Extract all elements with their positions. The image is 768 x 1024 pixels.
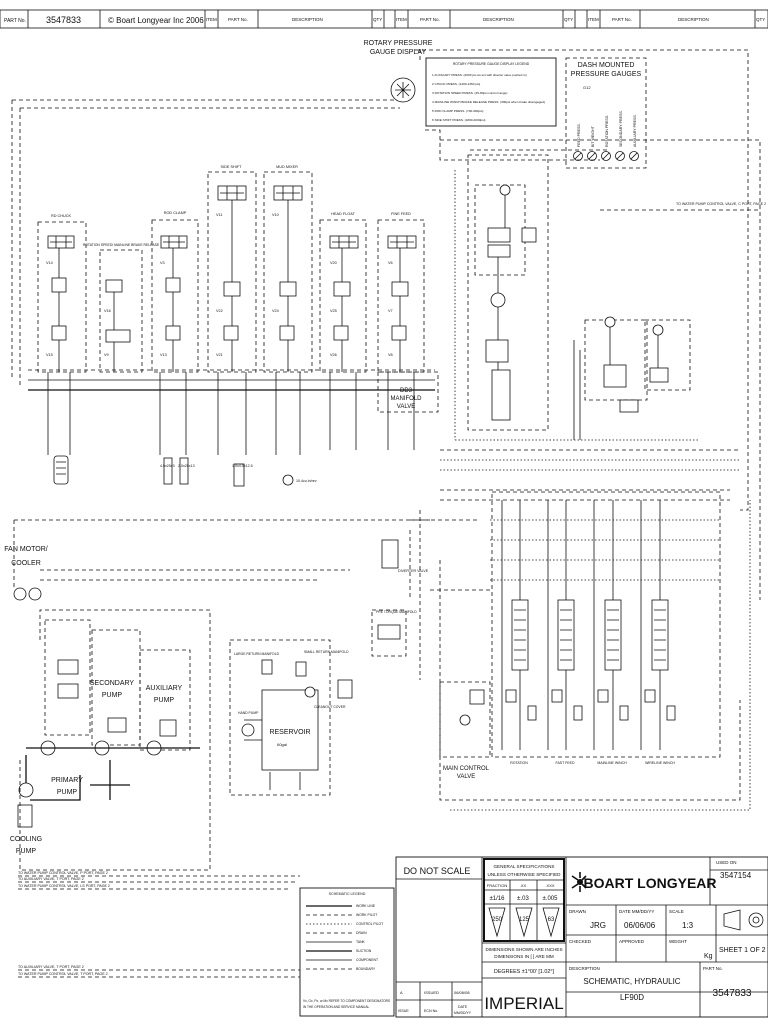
weight-unit: Kg [704, 953, 713, 960]
main-control-valve-label-2: VALVE [456, 774, 476, 780]
cooling-pump-label-2: PUMP [15, 848, 37, 855]
rotary-gauge-title-2: GAUGE DISPLAY [369, 49, 427, 56]
note-aux-valve-t: TO AUXILIARY VALVE, T PORT, PAGE 2 [18, 877, 84, 881]
rotary-gauge-needle-icon [395, 82, 411, 98]
dims-note-2: DIMENSIONS IN [ ] ARE MM [494, 954, 554, 959]
label-mud-mixer: MUD MIXER [276, 165, 298, 169]
part-no-value: 3547833 [712, 988, 752, 999]
legend-work-line: WORK LINE [356, 904, 376, 908]
code-v13: V13 [160, 353, 167, 357]
part-no-label: PART No. [703, 966, 723, 971]
drawn-value: JRG [590, 921, 606, 930]
header-col-item-3: ITEM [588, 17, 599, 22]
note-aux-valve-t-2: TO AUXILIARY VALVE, T PORT, PAGE 2 [18, 965, 84, 969]
rotary-gauge-title-1: ROTARY PRESSURE [363, 40, 433, 47]
checked-label: CHECKED [569, 939, 592, 944]
cooling-pump-label-1: COOLING [9, 836, 43, 843]
used-on-label: USED ON [716, 860, 737, 865]
legend-control-pilot: CONTROL PILOT [356, 922, 384, 926]
main-valve-label-fast-feed: FAST FEED [555, 761, 575, 765]
gauge-legend-item-4: 4 MAINLINE WINCH BRAKE RELEASE PRESS. (300psi when brake disengaged) [432, 100, 545, 104]
cooler-icon [29, 588, 41, 600]
dd3-label-1: DD3 [399, 388, 413, 394]
cleanout-cover-label: CLEANOUT COVER [314, 705, 346, 709]
code-v14: V14 [46, 261, 53, 265]
rod-clamp-cylinder-1-icon [164, 458, 172, 484]
used-on-value: 3547154 [720, 871, 752, 880]
description-line-1: SCHEMATIC, HYDRAULIC [583, 977, 681, 986]
title-block [396, 857, 768, 1017]
note-water-pump-c: TO WATER PUMP CONTROL VALVE, C PORT, PAGE 2 [676, 202, 767, 206]
label-head-float: HEAD FLOAT [331, 212, 355, 216]
dims-note-1: DIMENSIONS SHOWN ARE INCHES [485, 947, 563, 952]
legend-work-pilot: WORK PILOT [356, 913, 378, 917]
actuator-label-2: 2.0x25x13 [178, 464, 195, 468]
header-col-part-2: PART No. [420, 17, 440, 22]
legend-note-2: IN THE OPERATION AND SERVICE MANUAL [303, 1005, 370, 1009]
approved-label: APPROVED [619, 939, 645, 944]
schematic-legend-title: SCHEMATIC LEGEND [328, 892, 366, 896]
reservoir-capacity: 60gal [277, 742, 287, 747]
code-v9: V9 [104, 353, 109, 357]
legend-boundary: BOUNDARY [356, 967, 376, 971]
mud-mixer-motor-icon [283, 475, 293, 485]
do-not-scale: DO NOT SCALE [403, 866, 471, 876]
diverter-valve-label: DIVERTER VALVE [398, 569, 429, 573]
main-valve-wireline-winch-icon [652, 600, 668, 670]
code-v24: V24 [272, 309, 279, 313]
pre-torque-label: PRE TORQUE MANIFOLD [376, 610, 417, 614]
actuator-label-4: 10.4cu.in/rev [296, 479, 317, 483]
code-v21: V21 [216, 353, 223, 357]
drawn-label: DRAWN [569, 909, 586, 914]
general-specs-2: UNLESS OTHERWISE SPECIFIED [487, 872, 561, 877]
dd3-label-2: MANIFOLD [390, 396, 422, 402]
header-col-part-1: PART No. [228, 17, 248, 22]
drawn-date-value: 06/06/06 [624, 921, 656, 930]
spec-xxx: .XXX [545, 883, 555, 888]
code-v26: V26 [330, 353, 337, 357]
hand-pump-icon [242, 724, 254, 736]
actuator-label-3: 1.0x4.0x12.5 [232, 464, 253, 468]
main-valve-label-rotation: ROTATION [510, 761, 528, 765]
note-water-pump-t: TO WATER PUMP CONTROL VALVE, T PORT, PAGE 2 [18, 972, 108, 976]
code-v3: V3 [160, 261, 165, 265]
header-col-desc-3: DESCRIPTION [678, 17, 709, 22]
code-v22: V22 [216, 309, 223, 313]
auxiliary-pump-label-2: PUMP [153, 697, 175, 704]
svg-text:FEED PRESS.: FEED PRESS. [577, 123, 581, 147]
secondary-pump-label-1: SECONDARY [89, 680, 135, 687]
date-mm-label: DATE MM/DD/YY [619, 909, 655, 914]
code-v6: V6 [388, 261, 393, 265]
main-valve-label-wireline-winch: WIRELINE WINCH [645, 761, 675, 765]
weight-label: WEIGHT [669, 939, 687, 944]
main-control-valve-label-1: MAIN CONTROL [442, 766, 490, 772]
secondary-pump-label-2: PUMP [101, 692, 123, 699]
gauge-legend-item-1: 1 AUXILIARY PRESS. (2000 psi at rest with diverter valve pushed in) [432, 73, 527, 77]
spec-fraction: FRACTION [486, 883, 508, 888]
description-line-2: LF90D [619, 993, 645, 1002]
gauge-legend-item-3: 3 ROTATION SPEED PRESS. (45-80psi control range) [432, 91, 508, 95]
spec-surface-2: 125 [518, 917, 530, 923]
rev-ecn-label: ECN No. [424, 1009, 439, 1013]
main-valve-label-mainline-winch: MAINLINE WINCH [597, 761, 627, 765]
large-return-manifold-label: LARGE RETURN MANIFOLD [234, 652, 280, 656]
code-v8: V8 [388, 353, 393, 357]
svg-text:AUXILIARY PRESS.: AUXILIARY PRESS. [633, 114, 637, 147]
label-rod-clamp: ROD CLAMP [163, 211, 187, 215]
primary-pump-label-1: PRIMARY [51, 777, 83, 784]
code-v25: V25 [330, 309, 337, 313]
code-v16: V16 [104, 309, 111, 313]
gauge-legend-title: ROTARY PRESSURE GAUGE DISPLAY LEGEND [452, 62, 530, 66]
header-part-no-value: 3547833 [46, 15, 82, 25]
legend-tank: TANK [356, 940, 365, 944]
hand-pump-label: HAND PUMP [238, 711, 259, 715]
label-fine-feed: FINE FEED [391, 212, 411, 216]
note-water-pump-ls: TO WATER PUMP CONTROL VALVE, LS PORT, PAGE 2 [18, 884, 110, 888]
legend-drain: DRAIN [356, 931, 367, 935]
rev-date-format: MM/DD/YY [454, 1011, 471, 1015]
gauge-legend-item-2: 2 CHUCK PRESS. (1400-1450 psi) [432, 82, 481, 86]
small-return-manifold-label: SMALL RETURN MANIFOLD [304, 650, 349, 654]
spec-tol-xxx: ±.005 [542, 896, 558, 902]
units-imperial: IMPERIAL [484, 994, 564, 1013]
dash-gauges-title-1: DASH MOUNTED [577, 62, 635, 69]
header-col-desc-1: DESCRIPTION [292, 17, 323, 22]
description-label: DESCRIPTION [569, 966, 600, 971]
header-col-desc-2: DESCRIPTION [483, 17, 514, 22]
header-col-qty-1: QTY [373, 17, 383, 22]
rod-chuck-cylinder-icon [54, 456, 68, 484]
gauge-legend-item-6: 6 SIDE SHIFT PRESS. (1800-2000psi) [432, 118, 486, 122]
spec-xx: .XX [519, 883, 527, 888]
spec-surface-3: 63 [547, 917, 555, 923]
rev-issue-label: ISSUE [398, 1009, 409, 1013]
label-side-shift: SIDE SHIFT [220, 165, 242, 169]
spec-tol-xx: ±.03 [517, 896, 529, 902]
header-col-qty-3: QTY [756, 17, 766, 22]
rod-clamp-cylinder-2-icon [180, 458, 188, 484]
header-col-part-3: PART No. [612, 17, 632, 22]
fan-motor-label-2: COOLER [11, 560, 41, 567]
spec-tol-frac: ±1/16 [489, 896, 505, 902]
general-specs-1: GENERAL SPECIFICATIONS [493, 864, 555, 869]
fan-motor-icon [14, 588, 26, 600]
actuator-label-1: 4.5x25x3 [160, 464, 175, 468]
svg-text:BIT WEIGHT: BIT WEIGHT [591, 126, 595, 147]
pre-torque-valve-icon [378, 625, 400, 639]
company-name: BOART LONGYEAR [583, 875, 717, 891]
code-v15: V15 [46, 353, 53, 357]
auxiliary-pump-label-1: AUXILIARY [145, 685, 183, 692]
main-valve-mainline-winch-icon [605, 600, 621, 670]
rev-date-label: DATE [458, 1005, 468, 1009]
main-valve-fast-feed-icon [558, 600, 574, 670]
spec-surface-1: 250 [491, 917, 503, 923]
schematic-legend [300, 888, 394, 1016]
label-rod-chuck: RD CHUCK [50, 214, 72, 218]
header-col-item-1: ITEM [206, 17, 217, 22]
dd3-label-3: VALVE [396, 404, 416, 410]
sheet-number: SHEET 1 OF 2 [719, 947, 766, 954]
note-water-pump-p: TO WATER PUMP CONTROL VALVE, P PORT, PAGE 2 [18, 871, 108, 875]
header-part-no-label: PART No. [4, 18, 26, 24]
svg-text:SECONDARY PRESS.: SECONDARY PRESS. [619, 110, 623, 147]
code-v7: V7 [388, 309, 393, 313]
rev-issued: ISSUED [424, 990, 439, 995]
rev-issue-date: 06/06/08 [454, 990, 470, 995]
code-v11: V11 [216, 213, 223, 217]
gauge-legend-item-5: 5 ROD CLAMP PRESS. (700-900psi) [432, 109, 484, 113]
diverter-valve-icon [382, 540, 398, 568]
code-v20: V20 [330, 261, 337, 265]
rev-letter: A [400, 990, 403, 995]
header-copyright: © Boart Longyear Inc 2006 [108, 16, 204, 25]
legend-suction: SUCTION [356, 949, 372, 953]
svg-text:ROTATION PRESS.: ROTATION PRESS. [605, 114, 609, 147]
header-col-item-2: ITEM [396, 17, 407, 22]
cooling-pump-icon [19, 783, 33, 797]
scale-label: SCALE [669, 909, 684, 914]
primary-pump-label-2: PUMP [56, 789, 78, 796]
legend-component: COMPONENT [356, 958, 379, 962]
code-v10: V10 [272, 213, 279, 217]
rotation-motor-icon [491, 293, 505, 307]
dash-gauges-title-2: PRESSURE GAUGES [570, 71, 642, 78]
degrees-tolerance: DEGREES ±1°00' [1.02°] [493, 969, 555, 975]
main-valve-rotation-icon [512, 600, 528, 670]
dash-gauges-code: G12 [583, 85, 591, 90]
fan-motor-label-1: FAN MOTOR/ [4, 546, 48, 553]
legend-note-1: Vx, Gx, Px, or Mx REFER TO COMPONENT DESIGNATORS [303, 999, 391, 1003]
label-rotation-speed: ROTATION SPEED/ MAINLINE BRAKE RELEASE [82, 243, 160, 247]
scale-value: 1:3 [682, 921, 694, 930]
header-col-qty-2: QTY [564, 17, 574, 22]
reservoir-label: RESERVOIR [269, 729, 311, 736]
